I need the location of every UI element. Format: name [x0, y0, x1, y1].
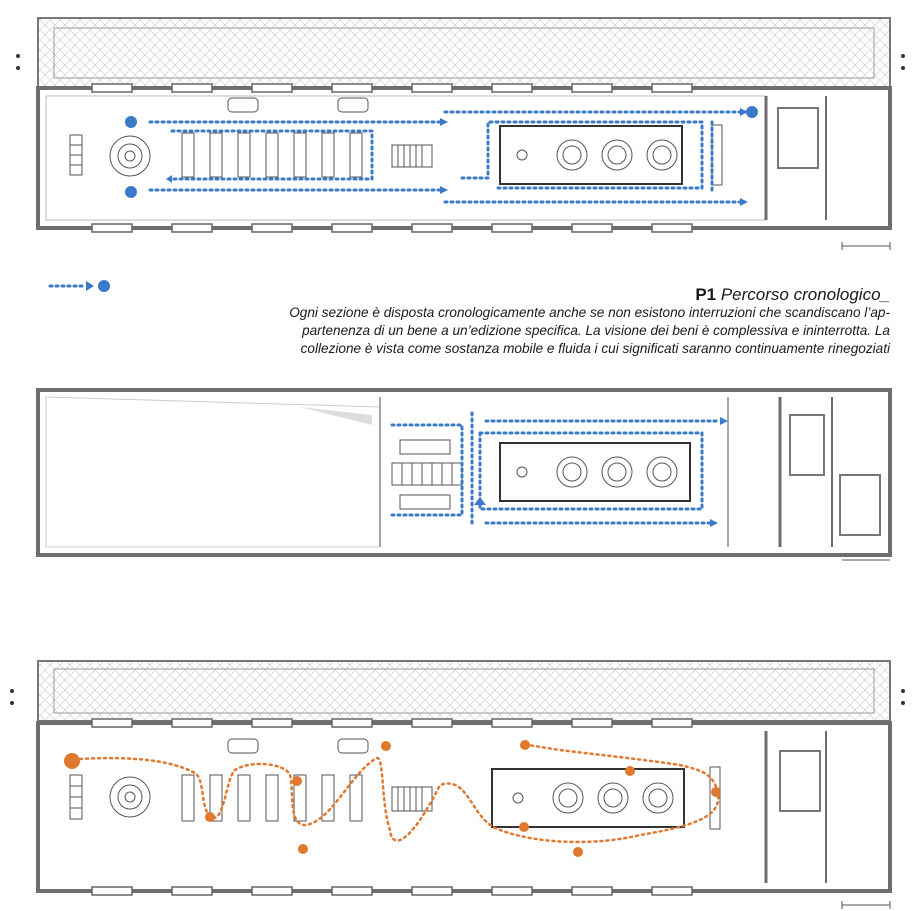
caption-code: P1 — [695, 285, 717, 304]
caption-body — [150, 304, 890, 358]
caption-title-text: Percorso cronologico_ — [720, 285, 890, 304]
caption-title — [150, 285, 890, 305]
caption-line: partenenza di un bene a un’edizione specifica. La visione dei beni è complessiva e ininterrotta. La — [302, 323, 890, 338]
caption-line: Ogni sezione è disposta cronologicamente anche se non esistono interruzioni che scandiscano l’ap- — [289, 305, 890, 320]
dotted-arrow-to-dot-icon — [46, 279, 116, 293]
floor-plan-ground-route-blue — [0, 0, 912, 260]
caption-line: collezione è vista come sostanza mobile e fluida i cui significati saranno continuamente rinegoziati — [300, 341, 890, 356]
floor-plan-upper-route-blue — [0, 385, 912, 565]
floor-plan-ground-route-orange — [0, 655, 912, 911]
